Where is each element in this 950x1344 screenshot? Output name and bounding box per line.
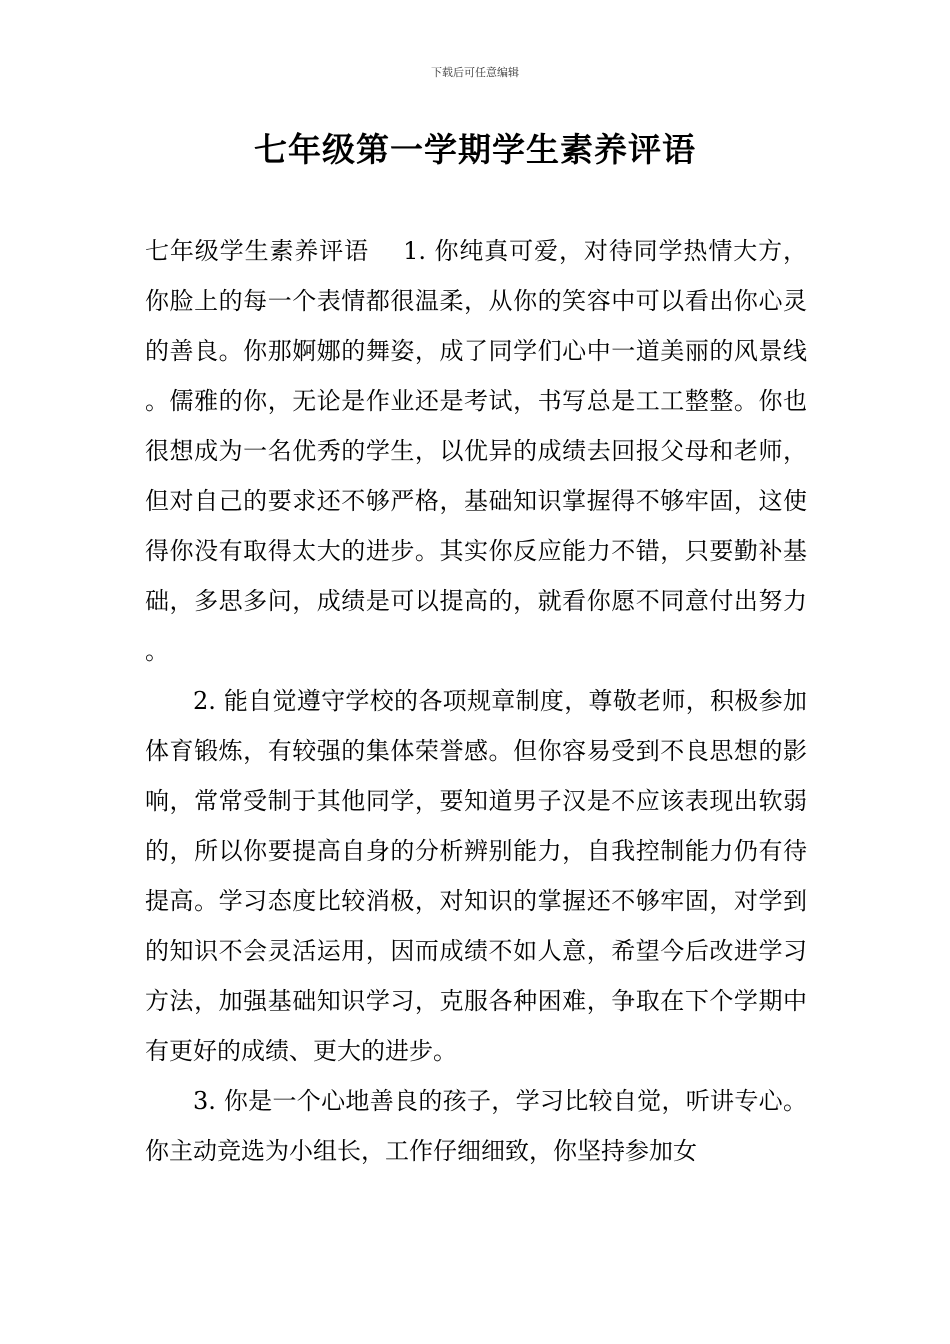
- paragraph-3: 3. 你是一个心地善良的孩子，学习比较自觉，听讲专心。你主动竞选为小组长，工作仔细细致，你坚持参加女: [145, 1087, 807, 1165]
- page-title: 七年级第一学期学生素养评语: [254, 130, 696, 169]
- document-body: [145, 226, 807, 1176]
- paragraph-2: 2. 能自觉遵守学校的各项规章制度，尊敬老师，积极参加体育锻炼，有较强的集体荣誉感。但你容易受到不良思想的影响，常常受制于其他同学，要知道男子汉是不应该表现出软弱的，所以你要提高自身的分析辨别能力，自我控制能力仍有待提高。学习态度比较消极，对知识的掌握还不够牢固，对学到的知识不会灵活运用，因而成绩不如人意，希望今后改进学习方法，加强基础知识学习，克服各种困难，争取在下个学期中有更好的成绩、更大的进步。: [145, 687, 807, 1065]
- header-note: 下载后可任意编辑: [431, 66, 519, 79]
- paragraph-1: [145, 226, 807, 676]
- section-label: 七年级学生素养评语: [145, 237, 370, 265]
- paragraph-1-text: 1. 你纯真可爱，对待同学热情大方，你脸上的每一个表情都很温柔，从你的笑容中可以看出你心灵的善良。你那婀娜的舞姿，成了同学们心中一道美丽的风景线。儒雅的你，无论是作业还是考试，书写总是工工整整。你也很想成为一名优秀的学生，以优异的成绩去回报父母和老师，但对自己的要求还不够严格，基础知识掌握得不够牢固，这使得你没有取得太大的进步。其实你反应能力不错，只要勤补基础，多思多问，成绩是可以提高的，就看你愿不同意付出努力。: [145, 237, 808, 665]
